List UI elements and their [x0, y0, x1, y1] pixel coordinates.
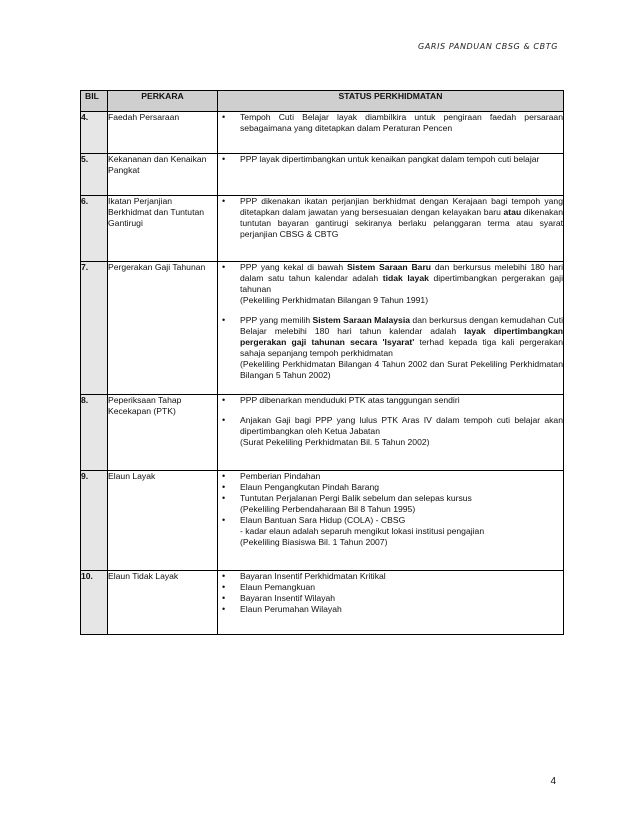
row-status — [218, 154, 564, 196]
status-item — [218, 315, 563, 381]
status-text: PPP yang memilih — [240, 315, 313, 325]
document-header: GARIS PANDUAN CBSG & CBTG — [418, 42, 558, 51]
table-row — [81, 154, 564, 196]
status-emphasis: tidak layak — [382, 273, 429, 283]
table-row — [81, 471, 564, 571]
status-reference: (Pekeliling Perbendaharaan Bil 8 Tahun 1995) — [240, 504, 416, 514]
status-item: • Elaun Perumahan Wilayah — [218, 604, 563, 615]
row-number: 5. — [81, 154, 108, 196]
status-item: • Elaun Pemangkuan — [218, 582, 563, 593]
status-reference: (Pekeliling Biasiswa Bil. 1 Tahun 2007) — [240, 537, 388, 547]
status-text: Elaun Bantuan Sara Hidup (COLA) - CBSG — [240, 515, 406, 525]
status-item: • PPP dibenarkan menduduki PTK atas tanggungan sendiri — [218, 395, 563, 406]
row-topic: Kekananan dan Kenaikan Pangkat — [108, 154, 218, 196]
column-header-perkara: PERKARA — [108, 91, 218, 112]
row-status — [218, 471, 564, 571]
status-reference: (Pekeliling Perkhidmatan Bilangan 4 Tahun 2002 dan Surat Pekeliling Perkhidmatan Bilangan 5 Tahun 2002) — [240, 359, 563, 380]
status-item — [218, 415, 563, 448]
status-text: dikenakan tuntutan bayaran gantirugi sekiranya berlaku pelanggaran terma atau syarat perjanjian CBSG & CBTG — [240, 207, 563, 239]
row-number: 8. — [81, 395, 108, 471]
status-text: dan berkursus dengan kemudahan Cuti Belajar melebihi 180 hari tahun kalendar adalah — [240, 315, 563, 336]
row-number: 7. — [81, 262, 108, 395]
row-topic: Elaun Tidak Layak — [108, 571, 218, 635]
table-row — [81, 571, 564, 635]
row-status — [218, 262, 564, 395]
table-header-row — [81, 91, 564, 112]
row-topic: Faedah Persaraan — [108, 112, 218, 154]
status-item: • PPP layak dipertimbangkan untuk kenaikan pangkat dalam tempoh cuti belajar — [218, 154, 563, 165]
status-item: • Tempoh Cuti Belajar layak diambilkira untuk pengiraan faedah persaraan sebagaimana yang ditetapkan dalam Peraturan Pencen — [218, 112, 563, 134]
row-status — [218, 571, 564, 635]
status-item: • Pemberian Pindahan — [218, 471, 563, 482]
row-status — [218, 196, 564, 262]
status-text: dan berkursus melebihi 180 hari dalam satu tahun kalendar adalah — [240, 262, 563, 283]
status-reference: (Pekeliling Perkhidmatan Bilangan 9 Tahun 1991) — [240, 295, 429, 305]
status-text: Tuntutan Perjalanan Pergi Balik sebelum dan selepas kursus — [240, 493, 472, 503]
status-table — [80, 90, 564, 635]
status-text: PPP yang kekal di bawah — [240, 262, 347, 272]
status-item — [218, 515, 563, 548]
status-text: terhad kepada tiga kali pergerakan sahaja sepanjang tempoh perkhidmatan — [240, 337, 563, 358]
status-emphasis: layak dipertimbangkan pergerakan gaji tahunan secara 'Isyarat' — [240, 326, 563, 347]
status-text: dipertimbangkan pergerakan gaji tahunan — [240, 273, 563, 294]
status-item: • Bayaran Insentif Perkhidmatan Kritikal — [218, 571, 563, 582]
table-row — [81, 112, 564, 154]
row-topic: Ikatan Perjanjian Berkhidmat dan Tuntutan Gantirugi — [108, 196, 218, 262]
page-number: 4 — [550, 776, 556, 787]
status-item: • Bayaran Insentif Wilayah — [218, 593, 563, 604]
status-emphasis: atau — [503, 207, 522, 217]
status-item: • Elaun Pengangkutan Pindah Barang — [218, 482, 563, 493]
table-row — [81, 395, 564, 471]
row-status — [218, 395, 564, 471]
status-text: PPP dikenakan ikatan perjanjian berkhidmat dengan Kerajaan bagi tempoh yang ditetapkan dalam jawatan yang bersesuaian dengan kelayakan baru — [240, 196, 563, 217]
status-reference: (Surat Pekeliling Perkhidmatan Bil. 5 Tahun 2002) — [240, 437, 430, 447]
status-item — [218, 262, 563, 306]
status-text: Anjakan Gaji bagi PPP yang lulus PTK Aras IV dalam tempoh cuti belajar akan dipertimbangkan oleh Ketua Jabatan — [240, 415, 563, 436]
row-topic: Pergerakan Gaji Tahunan — [108, 262, 218, 395]
status-note: - kadar elaun adalah separuh mengikut lokasi institusi pengajian — [240, 526, 485, 536]
column-header-status: STATUS PERKHIDMATAN — [218, 91, 564, 112]
row-topic: Peperiksaan Tahap Kecekapan (PTK) — [108, 395, 218, 471]
table-row — [81, 196, 564, 262]
row-number: 10. — [81, 571, 108, 635]
row-number: 4. — [81, 112, 108, 154]
table-row — [81, 262, 564, 395]
status-emphasis: Sistem Saraan Baru — [346, 262, 432, 272]
row-topic: Elaun Layak — [108, 471, 218, 571]
column-header-bil: BIL — [81, 91, 108, 112]
row-number: 6. — [81, 196, 108, 262]
status-emphasis: Sistem Saraan Malaysia — [312, 315, 411, 325]
status-item — [218, 493, 563, 515]
row-number: 9. — [81, 471, 108, 571]
row-status — [218, 112, 564, 154]
status-item — [218, 196, 563, 240]
